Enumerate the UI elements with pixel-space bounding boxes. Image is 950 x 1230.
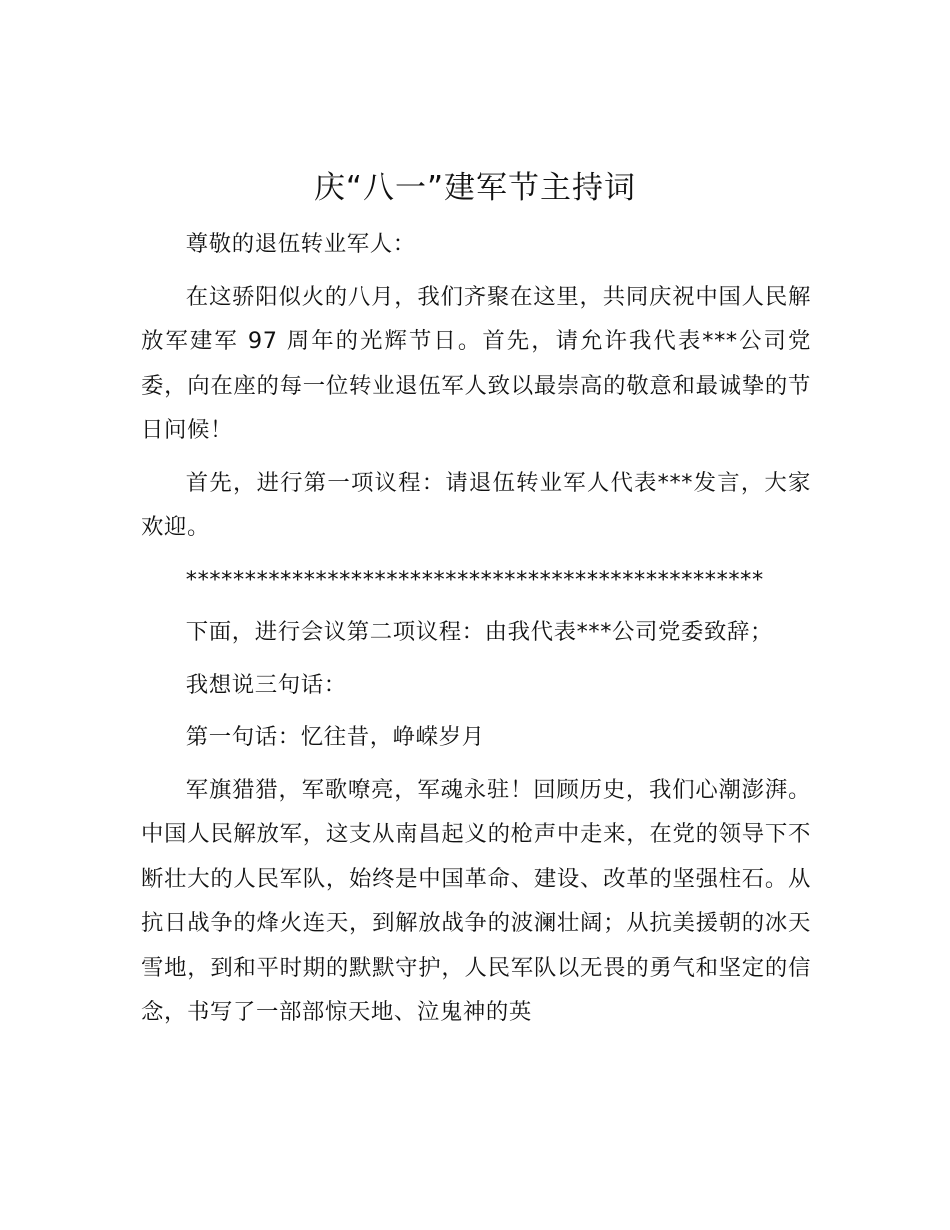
first-point-heading: 第一句话：忆往昔，峥嵘岁月: [185, 724, 485, 750]
salutation-paragraph: 尊敬的退伍转业军人：: [185, 231, 416, 257]
document-title: 庆“八一”建军节主持词: [313, 170, 637, 206]
agenda-two-paragraph: 下面，进行会议第二项议程：由我代表***公司党委致辞；: [185, 619, 773, 645]
three-points-intro: 我想说三句话：: [185, 671, 347, 698]
opening-paragraph: 在这骄阳似火的八月，我们齐聚在这里，共同庆祝中国人民解放军建军 97 周年的光辉节日。首先，请允许我代表***公司党委，向在座的每一位转业退伍军人致以最崇高的敬意和最诚挚的节日问候！: [141, 283, 811, 443]
document-body: [141, 222, 811, 1043]
agenda-one-paragraph: 首先，进行第一项议程：请退伍转业军人代表***发言，大家欢迎。: [141, 469, 811, 540]
asterisk-separator: *************************************************: [185, 566, 764, 593]
history-paragraph: 军旗猎猎，军歌嘹亮，军魂永驻！回顾历史，我们心潮澎湃。中国人民解放军，这支从南昌起义的枪声中走来，在党的领导下不断壮大的人民军队，始终是中国革命、建设、改革的坚强柱石。从抗日战争的烽火连天，到解放战争的波澜壮阔；从抗美援朝的冰天雪地，到和平时期的默默守护，人民军队以无畏的勇气和坚定的信念，书写了一部部惊天地、泣鬼神的英: [141, 776, 811, 1025]
